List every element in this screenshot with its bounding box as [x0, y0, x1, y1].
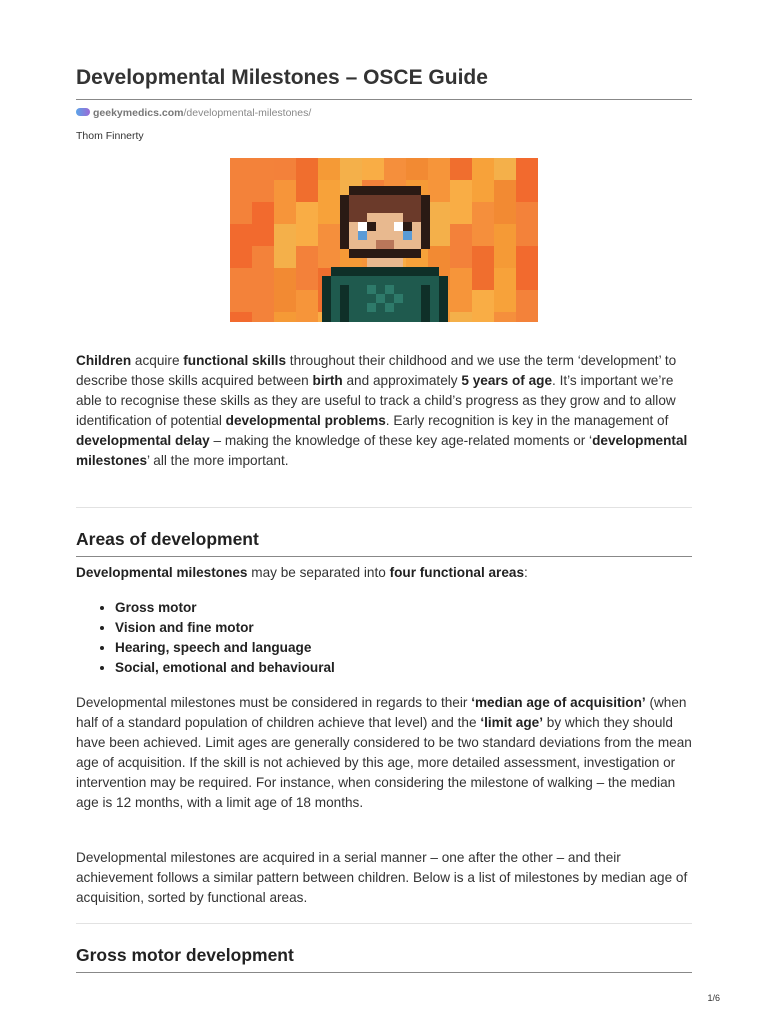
list-item: • Hearing, speech and language: [115, 638, 335, 658]
page-title: Developmental Milestones – OSCE Guide: [76, 66, 488, 89]
list-item: • Gross motor: [115, 598, 335, 618]
title-divider: [76, 99, 692, 100]
intro-paragraph: Children acquire functional skills throughout their childhood and we use the term ‘development’ to describe those skills acquired between birth and approximately 5 years of age. It’s important we’re able to recognise these skills as they are useful to track a child’s progress as they grow and to allow identification of potential developmental problems. Early recognition is key in the management of developmental delay – making the knowledge of these key age-related moments or ‘developmental milestones’ all the more important.: [76, 353, 688, 468]
median-age-paragraph: Developmental milestones must be considered in regards to their ‘median age of acquisition’ (when half of a standard population of children achieve that level) and the ‘limit age’ by which they should have been achieved. Limit ages are generally considered to be two standard deviations from the mean age of acquisition. If the skill is not achieved by this age, more detailed assessment, investigation or intervention may be required. For instance, when considering the milestone of walking – the median age is 12 months, with a limit age of 18 months.: [76, 695, 692, 810]
page-number: 1/6: [707, 993, 720, 1003]
section-heading-gross-motor: Gross motor development: [76, 945, 294, 965]
source-domain[interactable]: geekymedics.com: [93, 107, 184, 119]
section-heading-rule: [76, 556, 692, 557]
functional-areas-list: [76, 598, 335, 678]
section-separator: [76, 923, 692, 924]
list-item: • Vision and fine motor: [115, 618, 335, 638]
hero-illustration: [230, 158, 538, 322]
list-item: • Social, emotional and behavioural: [115, 658, 335, 678]
pixel-art-doctor-image: [230, 158, 538, 322]
section-heading-areas: Areas of development: [76, 529, 259, 549]
source-url[interactable]: [76, 107, 311, 119]
areas-intro-paragraph: Developmental milestones may be separated into four functional areas:: [76, 565, 528, 580]
author-name: Thom Finnerty: [76, 130, 144, 142]
section-separator: [76, 507, 692, 508]
section-heading-rule: [76, 972, 692, 973]
serial-manner-paragraph: Developmental milestones are acquired in a serial manner – one after the other – and their achievement follows a similar pattern between children. Below is a list of milestones by median age of acquisition, sorted by functional areas.: [76, 850, 688, 905]
geekymedics-logo-icon: [76, 108, 90, 116]
source-path[interactable]: /developmental-milestones/: [183, 107, 312, 119]
